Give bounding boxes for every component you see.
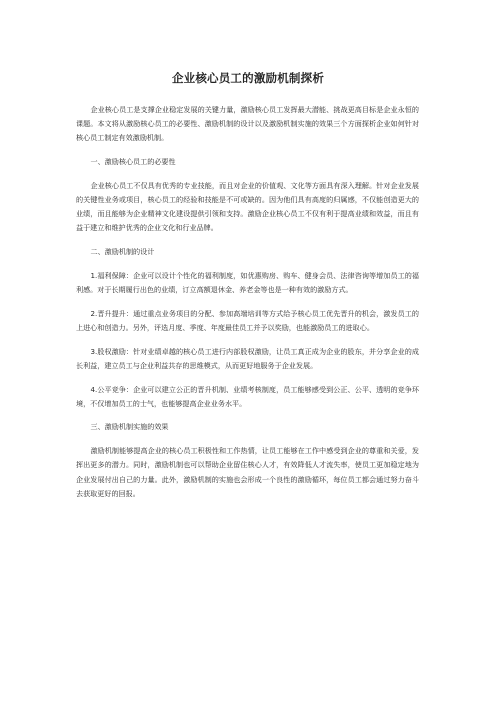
section-1-heading: 一、激励核心员工的必要性: [90, 157, 176, 167]
section-2-item-promotion: 2.晋升提升：通过重点业务项目的分配、参加高端培训等方式给予核心员工优先晋升的机会，激发员工的上进心和创造力。另外，评选月度、季度、年度最佳员工并予以奖励，也能激励员工的进取心。: [76, 308, 419, 332]
section-2-item-fair-competition: 4.公平竞争：企业可以建立公正的晋升机制、业绩考核制度，员工能够感受到公正、公平、透明的竞争环境，不仅增加员工的士气，也能够提高企业业务水平。: [76, 384, 419, 408]
section-2-heading: 二、激励机制的设计: [90, 247, 155, 257]
intro-paragraph: 企业核心员工是支撑企业稳定发展的关键力量，激励核心员工发挥最大潜能、挑战更高目标是企业永恒的课题。本文将从激励核心员工的必要性、激励机制的设计以及激励机制实施的效果三个方面探析企业如何针对核心员工制定有效激励机制。: [76, 105, 419, 143]
section-3-heading: 三、激励机制实施的效果: [90, 422, 169, 432]
section-3-paragraph: 激励机制能够提高企业的核心员工积极性和工作热情，让员工能够在工作中感受到企业的尊重和关爱，发挥出更多的潜力。同时，激励机制也可以帮助企业留住核心人才，有效降低人才流失率，使员工更加稳定地为企业发展付出自己的力量。此外，激励机制的实施也会形成一个良性的激励循环，每位员工都会通过努力奋斗去获取更好的回报。: [76, 446, 419, 498]
document-title: 企业核心员工的激励机制探析: [171, 71, 325, 85]
section-1-paragraph: 企业核心员工不仅具有优秀的专业技能，而且对企业的价值观、文化等方面具有深入理解。针对企业发展的关键性业务或项目，核心员工的经验和技能是不可或缺的。因为他们具有高度的归属感，不仅能创造更大的业绩，而且能够为企业精神文化建设提供引领和支持。激励企业核心员工不仅有利于提高业绩和效益，而且有益于建立和维护优秀的企业文化和行业品牌。: [76, 180, 419, 233]
section-2-item-equity: 3.股权激励：针对业绩卓越的核心员工进行内部股权激励，让员工真正成为企业的股东，并分享企业的成长利益，建立员工与企业利益共存的思维模式，从而更好地服务于企业发展。: [76, 346, 419, 370]
document-body: [76, 103, 419, 501]
section-2-item-welfare: 1.福利保障：企业可以设计个性化的福利制度，如优惠购房、购车、健身会员、法律咨询等增加员工的福利感。对于长期履行出色的业绩，订立高额退休金、养老金等也是一种有效的激励方式。: [76, 270, 419, 295]
